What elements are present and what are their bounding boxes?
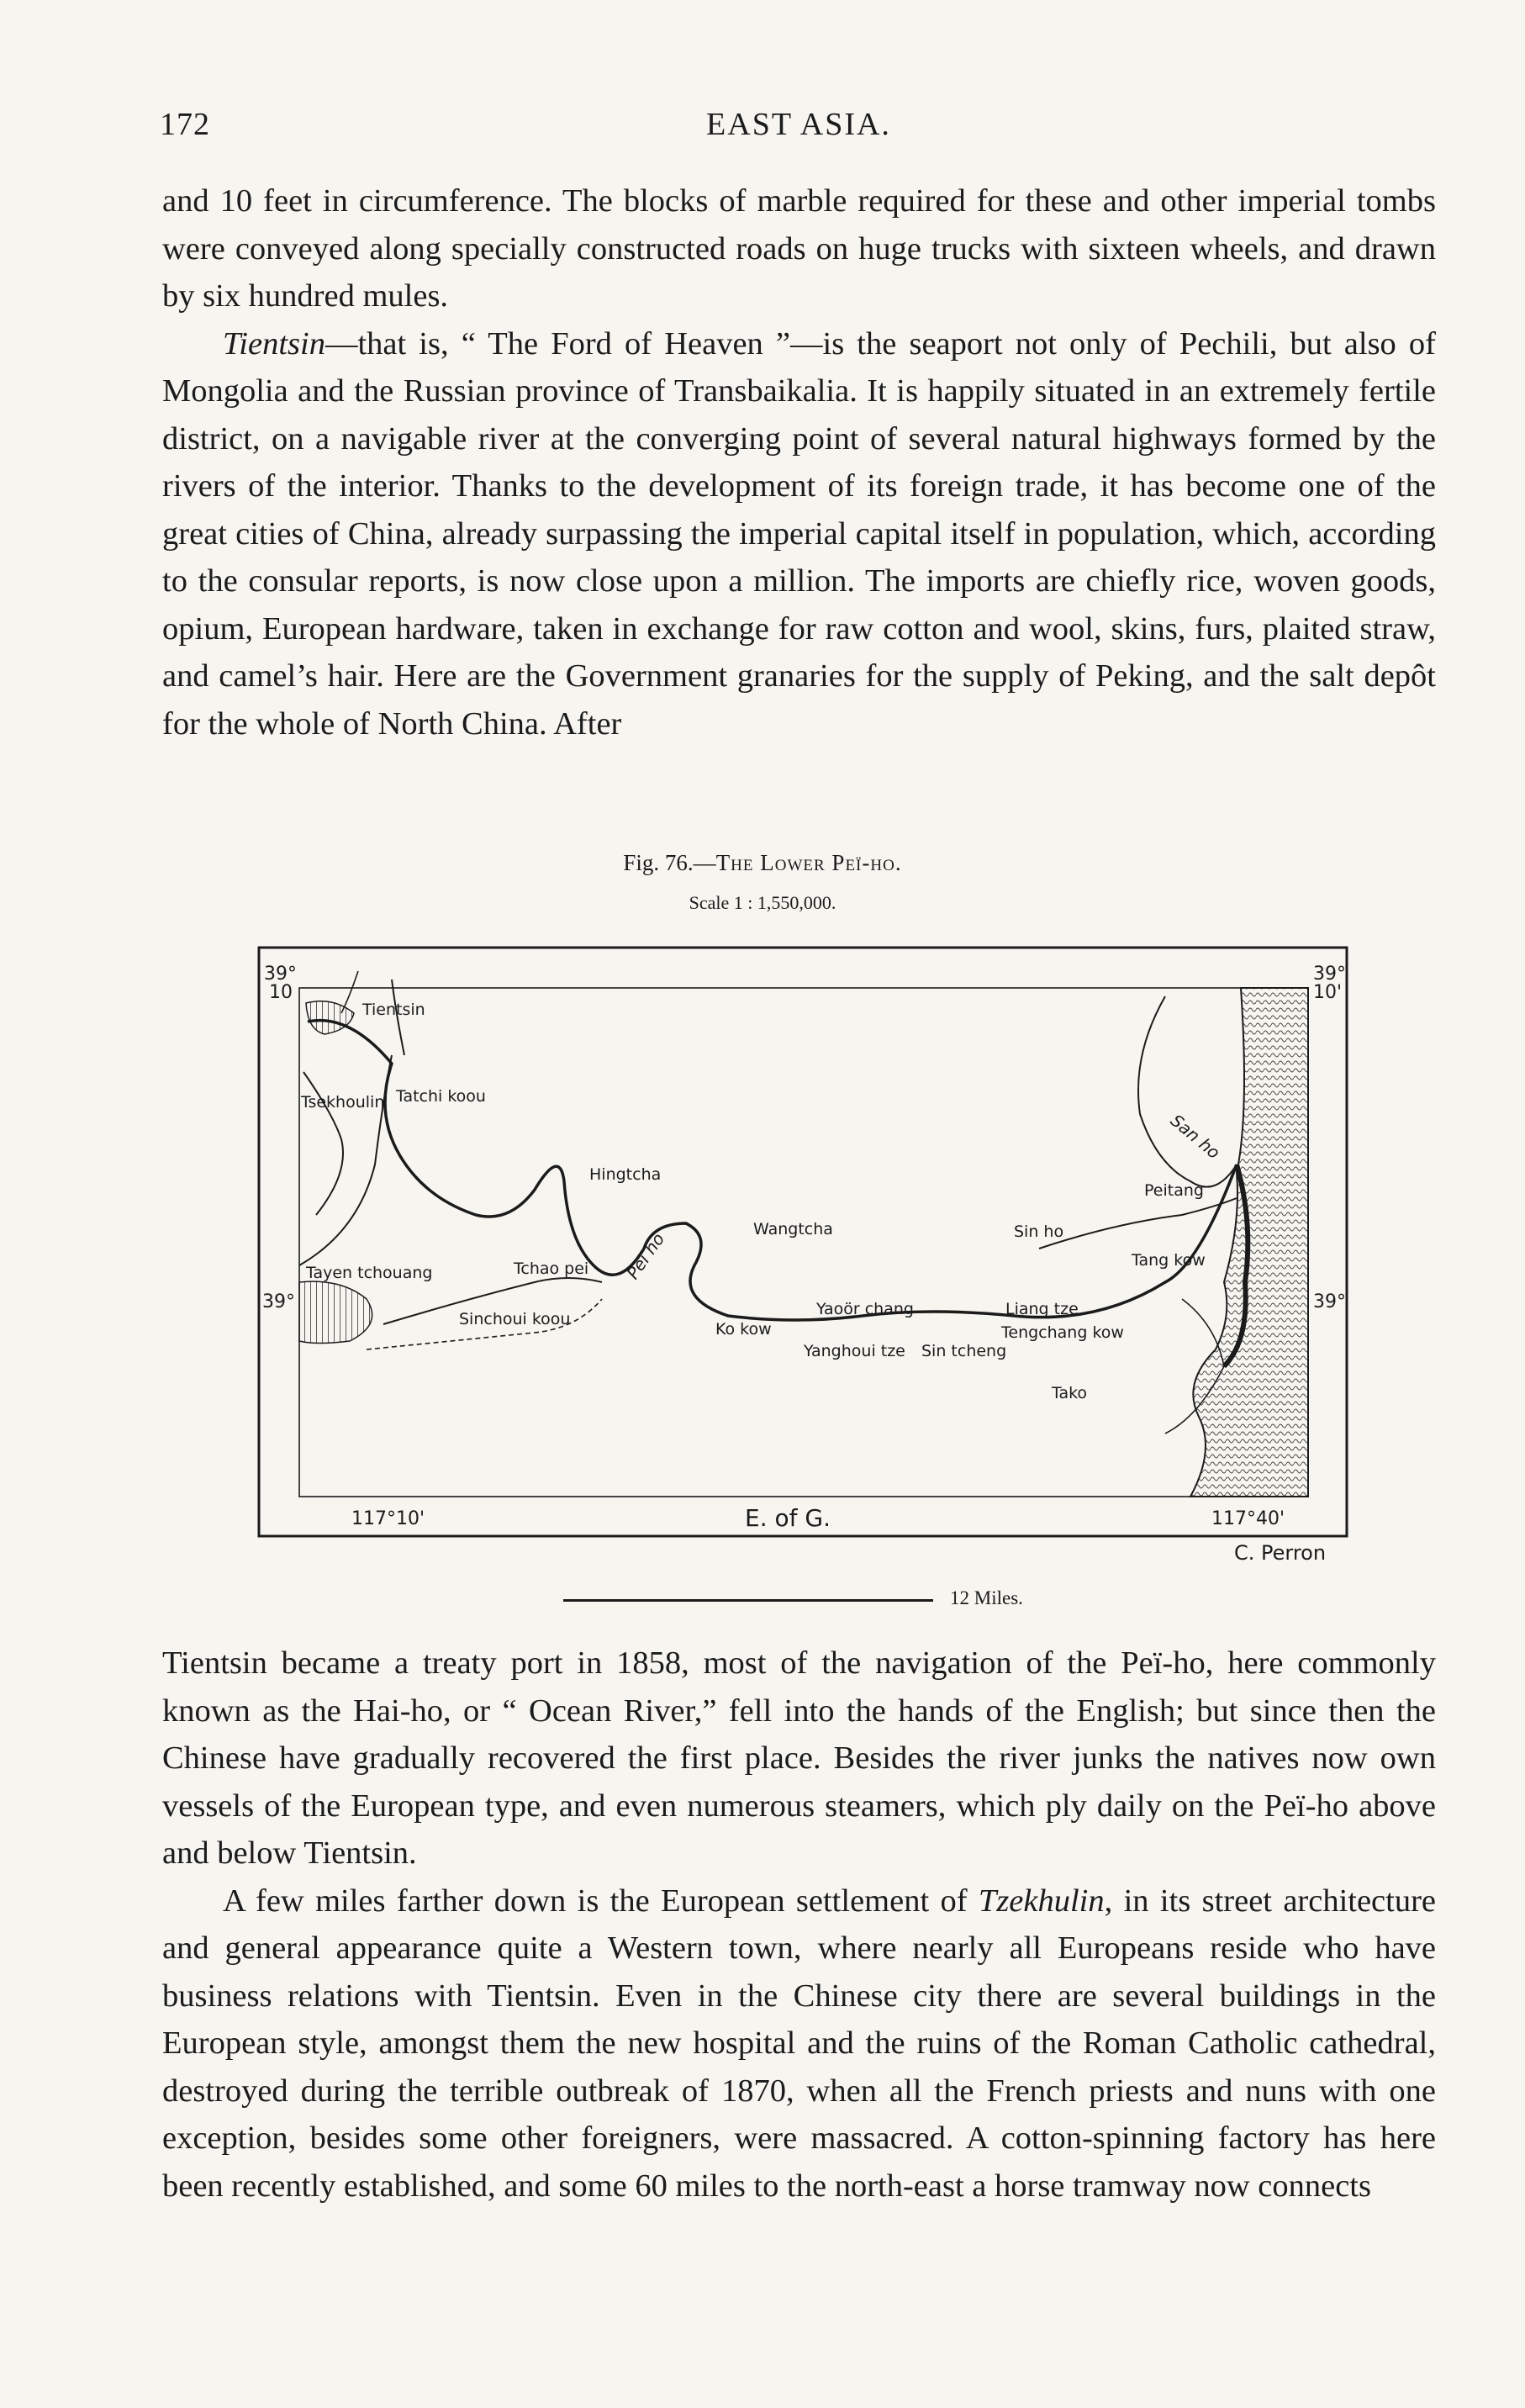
place-label: Tako <box>1052 1384 1088 1402</box>
paragraph-text: —that is, “ The Ford of Heaven ”—is the seaport not only of Pechili, but also of Mongolia and the Russian province of Transbaikalia. It is happily situated in an extremely fertile district, on a navigable river at the converging point of several natural highways formed by the rivers of the interior. Thanks to the development of its foreign trade, it has become one of the great cities of China, already surpassing the imperial capital itself in population, which, according to the consular reports, is now close upon a million. The imports are chiefly rice, woven goods, opium, European hardware, taken in exchange for raw cotton and wool, skins, furs, plaited straw, and camel’s hair. Here are the Government granaries for the supply of Peking, and the salt depôt for the whole of North China. After <box>162 325 1436 742</box>
place-label: Sinchoui koou <box>459 1310 571 1328</box>
text-block-top <box>162 177 1436 747</box>
place-label: Yaoör chang <box>816 1300 914 1318</box>
paragraph-text: A few miles farther down is the European settlement of <box>223 1883 979 1919</box>
map-svg <box>257 946 1350 1568</box>
map-credit: C. Perron <box>1234 1541 1327 1565</box>
lat-label: 39° <box>1313 1291 1346 1312</box>
place-label: Tientsin <box>362 1001 425 1019</box>
paragraph <box>162 1877 1436 2210</box>
lat-label: 39° <box>264 964 297 985</box>
place-label: Tatchi koou <box>396 1087 486 1106</box>
figure-caption <box>0 850 1525 876</box>
figure-scale: Scale 1 : 1,550,000. <box>689 892 836 913</box>
river-label: San ho <box>1166 1110 1224 1164</box>
lat-label: 39° <box>262 1291 295 1312</box>
scale-bar-line <box>563 1599 933 1602</box>
place-label: Ko kow <box>715 1320 772 1339</box>
map-inner-frame <box>299 988 1308 1497</box>
page-number: 172 <box>160 107 210 142</box>
paragraph: Tientsin became a treaty port in 1858, most of the navigation of the Peï-ho, here commonly known as the Hai-ho, or “ Ocean River,” fell into the hands of the English; but since then the Chinese have gradually recovered the first place. Besides the river junks the natives now own vessels of the European type, and even numerous steamers, which ply daily on the Peï-ho above and below Tientsin. <box>162 1645 1436 1871</box>
italic-term: Tzekhulin <box>978 1883 1105 1919</box>
lat-label: 10' <box>1313 982 1343 1003</box>
meridian-label: E. of G. <box>745 1504 831 1532</box>
lat-label: 10 <box>269 982 293 1003</box>
place-label: Peitang <box>1144 1181 1204 1200</box>
place-label: Yanghoui tze <box>804 1342 905 1360</box>
place-label: Hingtcha <box>589 1165 662 1184</box>
map-outer-frame <box>259 948 1347 1536</box>
sin-ho-river <box>1039 1198 1237 1249</box>
map-figure <box>257 946 1350 1568</box>
scale-bar-label: 12 Miles. <box>950 1587 1023 1608</box>
tributary <box>341 971 358 1013</box>
paragraph <box>162 320 1436 748</box>
running-title: EAST ASIA. <box>706 107 891 142</box>
san-ho-river <box>1138 996 1237 1187</box>
paragraph: and 10 feet in circumference. The blocks of marble required for these and other imperial tombs were conveyed along specially constructed roads on huge trucks with sixteen wheels, and drawn by six hundred mules. <box>162 183 1436 314</box>
place-label: Wangtcha <box>753 1220 833 1238</box>
figure-title: The Lower Peï-ho. <box>715 850 902 875</box>
lat-label: 39° <box>1313 964 1346 985</box>
river-label: Peï ho <box>622 1228 669 1283</box>
figure-number: Fig. 76.— <box>623 850 716 875</box>
place-label: Tang kow <box>1132 1251 1206 1270</box>
place-label: Tchao pei <box>514 1259 589 1278</box>
scale-bar <box>563 1587 1034 1613</box>
place-label: Sin tcheng <box>921 1342 1007 1360</box>
place-label: Tsekhoulin <box>301 1093 385 1112</box>
paragraph-text: , in its street architecture and general appearance quite a Western town, where nearly all Europeans reside who have business relations with Tientsin. Even in the Chinese city there are several buildings in the European style, amongst them the new hospital and the ruins of the Roman Catholic cathedral, destroyed during the terrible outbreak of 1870, when all the French priests and nuns with one exception, besides some other foreigners, were massacred. A cotton-spinning factory has here been recently established, and some 60 miles to the north-east a horse tramway now connects <box>162 1883 1436 2204</box>
italic-term: Tientsin <box>223 325 325 362</box>
lon-label: 117°10' <box>351 1508 425 1529</box>
running-head <box>160 99 1438 150</box>
place-label: Sin ho <box>1014 1222 1064 1241</box>
lon-label: 117°40' <box>1211 1508 1285 1529</box>
marsh <box>299 1281 372 1343</box>
place-label: Tayen tchouang <box>306 1264 433 1282</box>
text-block-bottom <box>162 1640 1436 2210</box>
tientsin-town <box>306 1001 354 1034</box>
place-label: Liang tze <box>1005 1300 1079 1318</box>
pei-ho-river <box>308 1021 1237 1320</box>
place-label: Tengchang kow <box>1001 1323 1124 1342</box>
